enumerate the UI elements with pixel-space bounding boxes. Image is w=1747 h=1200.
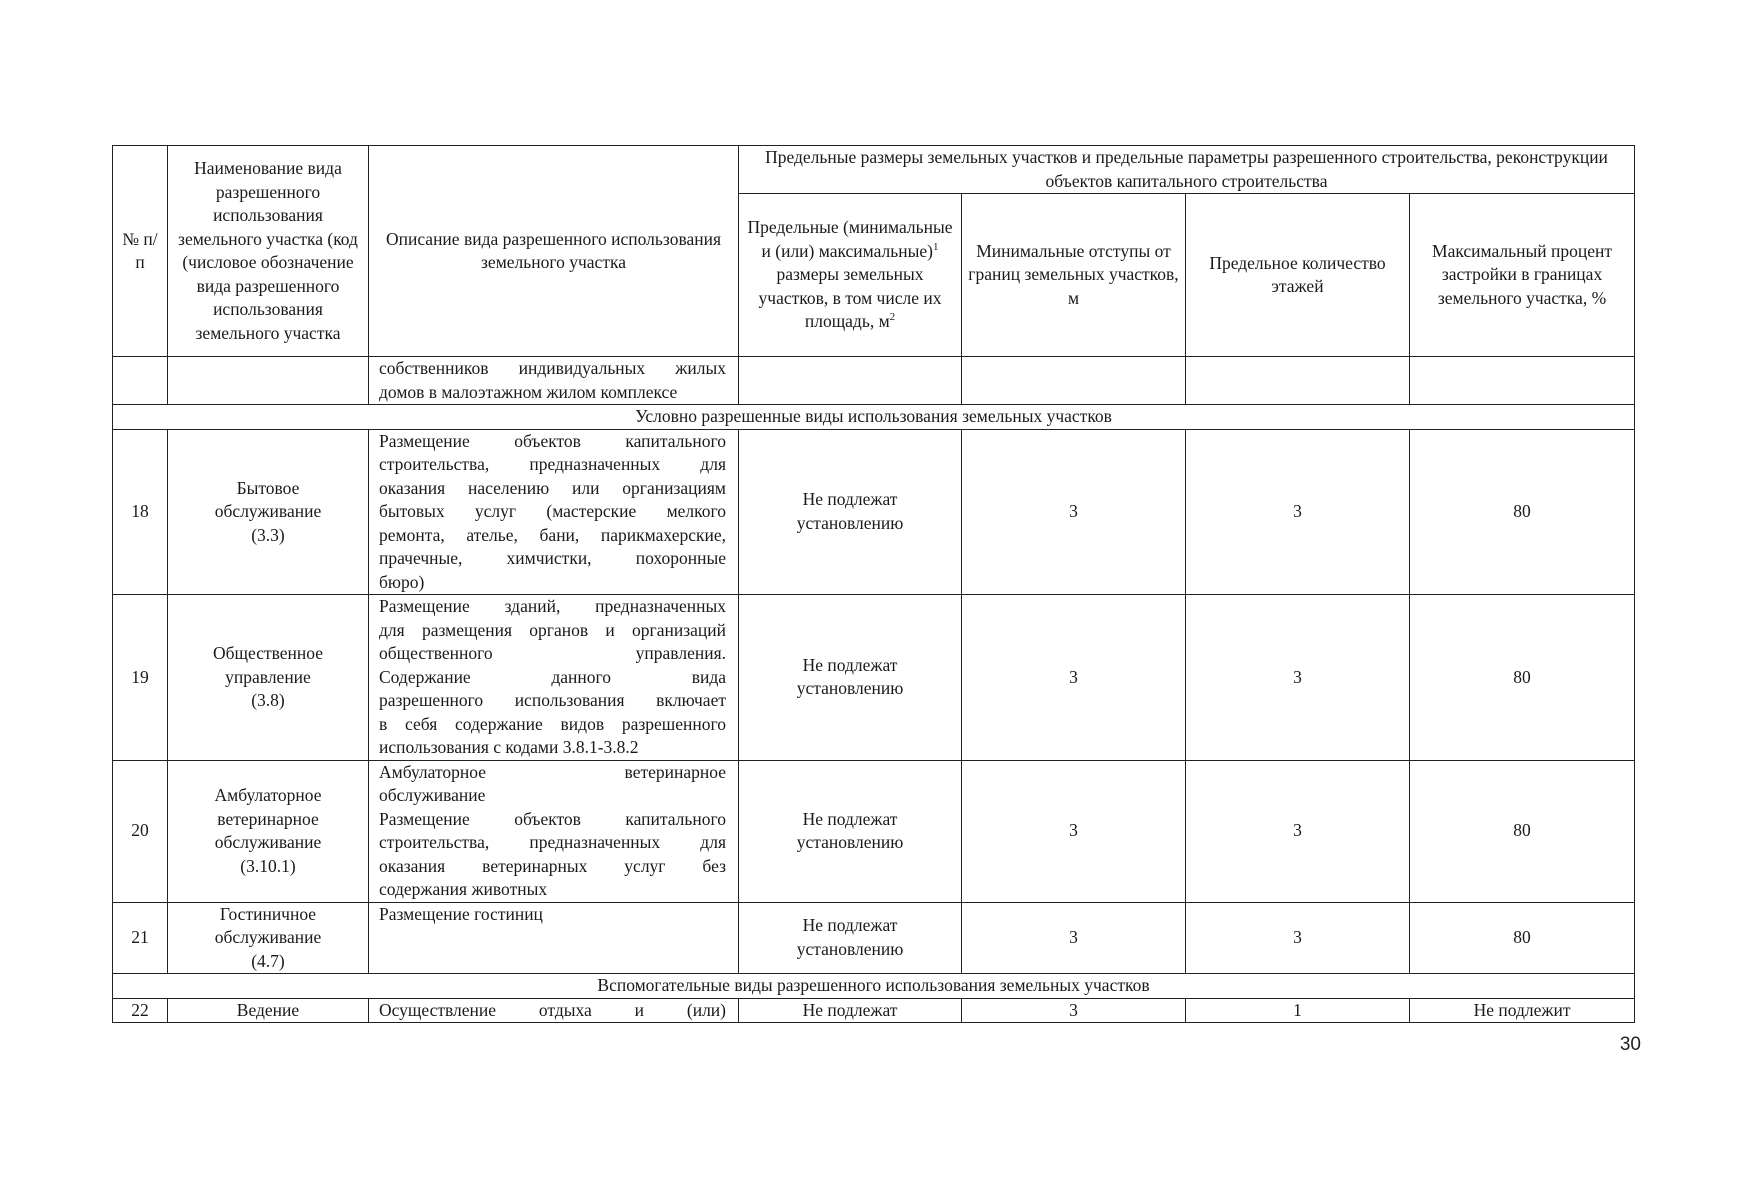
cell-name [168, 760, 369, 902]
size-line: Не подлежат [802, 808, 898, 829]
cell-description [369, 760, 739, 902]
desc-line: Размещение объектов капитального [379, 430, 726, 451]
cell-num: 18 [113, 429, 168, 595]
cell-size [739, 760, 962, 902]
cell-coverage: 80 [1410, 595, 1635, 761]
desc-line: обслуживание [379, 785, 486, 805]
header-setback: Минимальные отступы от границ земельных участков, м [962, 194, 1186, 357]
desc-line: ремонта, ателье, бани, парикмахерские, [379, 524, 726, 545]
table-row [113, 902, 1635, 974]
section-row [113, 974, 1635, 999]
cell-setback [962, 357, 1186, 405]
desc-line: бюро) [379, 571, 425, 592]
cell-coverage: Не подлежит [1410, 998, 1635, 1023]
desc-line: использования с кодами 3.8.1-3.8.2 [379, 737, 639, 757]
table-row [113, 760, 1635, 902]
cell-coverage: 80 [1410, 902, 1635, 974]
section-title: Условно разрешенные виды использования земельных участков [113, 405, 1635, 430]
size-line: установлению [796, 938, 904, 959]
cell-name [168, 595, 369, 761]
desc-line: Осуществление отдыха и (или) [379, 999, 726, 1020]
name-line: обслуживание [214, 501, 322, 521]
desc-line: общественного управления. [379, 643, 726, 663]
desc-line: Содержание данного вида [379, 666, 726, 687]
cell-num: 19 [113, 595, 168, 761]
size-line: Не подлежат [802, 489, 898, 510]
cell-name [168, 902, 369, 974]
desc-line: Размещение зданий, предназначенных [379, 596, 726, 616]
zoning-parameters-table [112, 145, 1635, 1023]
table-row [113, 357, 1635, 405]
name-line: Бытовое [236, 477, 300, 498]
name-line: ветеринарное [217, 808, 319, 829]
table-row [113, 429, 1635, 595]
cell-floors: 1 [1186, 998, 1410, 1023]
desc-line: строительства, предназначенных для [379, 454, 726, 474]
header-floors: Предельное количество этажей [1186, 194, 1410, 357]
header-group: Предельные размеры земельных участков и предельные параметры разрешенного строительства, реконструкции объектов капитального строительства [739, 146, 1635, 194]
cell-setback: 3 [962, 429, 1186, 595]
size-line: Не подлежат [802, 915, 898, 936]
name-line: обслуживание [214, 832, 322, 852]
cell-size [739, 357, 962, 405]
cell-size [739, 429, 962, 595]
desc-line: домов в малоэтажном жилом комплексе [379, 381, 678, 402]
cell-setback: 3 [962, 902, 1186, 974]
desc-line: бытовых услуг (мастерские мелкого [379, 501, 726, 521]
cell-description [369, 595, 739, 761]
section-title: Вспомогательные виды разрешенного использования земельных участков [113, 974, 1635, 999]
header-size-pre: Предельные (минимальные и (или) максимальные) [747, 217, 953, 261]
unit-superscript: 2 [889, 311, 896, 324]
header-coverage: Максимальный процент застройки в границах земельного участка, % [1410, 194, 1635, 357]
cell-setback: 3 [962, 998, 1186, 1023]
name-line: (4.7) [251, 950, 285, 971]
desc-line: содержания животных [379, 879, 548, 899]
name-line: (3.3) [251, 524, 285, 545]
cell-name: Ведение [168, 998, 369, 1023]
desc-line: собственников индивидуальных жилых [379, 358, 726, 378]
size-line: установлению [796, 832, 904, 852]
cell-floors [1186, 357, 1410, 405]
size-line: установлению [796, 678, 904, 699]
cell-floors: 3 [1186, 760, 1410, 902]
cell-description [369, 902, 739, 974]
desc-line: Размещение гостиниц [379, 903, 543, 924]
desc-line: разрешенного использования включает [379, 690, 726, 710]
header-num: № п/п [113, 146, 168, 357]
cell-setback: 3 [962, 595, 1186, 761]
desc-line: строительства, предназначенных для [379, 832, 726, 852]
header-description: Описание вида разрешенного использования земельного участка [369, 146, 739, 357]
name-line: Амбулаторное [214, 785, 322, 805]
cell-name [168, 357, 369, 405]
header-size-post: размеры земельных участков, в том числе их площадь, м [758, 264, 942, 332]
cell-floors: 3 [1186, 429, 1410, 595]
cell-coverage [1410, 357, 1635, 405]
desc-line: оказания ветеринарных услуг без [379, 855, 726, 876]
cell-coverage: 80 [1410, 760, 1635, 902]
desc-line: Размещение объектов капитального [379, 808, 726, 829]
cell-name [168, 429, 369, 595]
cell-num: 20 [113, 760, 168, 902]
cell-description [369, 429, 739, 595]
cell-size [739, 595, 962, 761]
name-line: Гостиничное [219, 903, 317, 924]
header-size [739, 194, 962, 357]
cell-floors: 3 [1186, 595, 1410, 761]
header-name: Наименование вида разрешенного использования земельного участка (код (числовое обозначение вида разрешенного использования земельного участка [168, 146, 369, 357]
name-line: Общественное [212, 643, 324, 663]
name-line: (3.8) [251, 690, 285, 710]
desc-line: прачечные, химчистки, похоронные [379, 548, 726, 568]
cell-coverage: 80 [1410, 429, 1635, 595]
size-line: установлению [796, 512, 904, 533]
cell-description [369, 357, 739, 405]
cell-size: Не подлежат [739, 998, 962, 1023]
table-row [113, 595, 1635, 761]
table-row [113, 998, 1635, 1023]
cell-description [369, 998, 739, 1023]
cell-num [113, 357, 168, 405]
cell-size [739, 902, 962, 974]
name-line: (3.10.1) [240, 855, 296, 876]
desc-line: в себя содержание видов разрешенного [379, 713, 726, 734]
cell-setback: 3 [962, 760, 1186, 902]
footnote-mark: 1 [932, 240, 939, 253]
table-header-row [113, 146, 1635, 194]
size-line: Не подлежат [802, 654, 898, 675]
cell-num: 22 [113, 998, 168, 1023]
name-line: управление [225, 666, 311, 687]
section-row [113, 405, 1635, 430]
page-number: 30 [1619, 1034, 1641, 1055]
name-line: обслуживание [214, 927, 322, 947]
desc-line: Амбулаторное ветеринарное [379, 761, 726, 782]
cell-floors: 3 [1186, 902, 1410, 974]
cell-num: 21 [113, 902, 168, 974]
desc-line: для размещения органов и организаций [379, 619, 726, 640]
desc-line: оказания населению или организациям [379, 477, 726, 498]
